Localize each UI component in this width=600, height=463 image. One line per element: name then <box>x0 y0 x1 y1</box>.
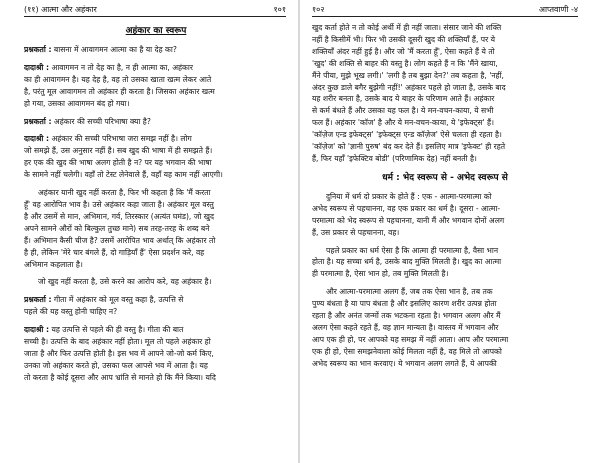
speaker-label: दादाश्री : <box>24 325 50 335</box>
right-page <box>304 0 600 463</box>
text-line: से कर्म बंधते हैं और उसका यह फल है। ये मन-वचन-काया, ये सभी <box>312 106 494 116</box>
text-line: तो करता है कोई दूसरा और आप भ्रांति से मानते हो कि मैंने किया। यदि <box>24 372 216 382</box>
text-block <box>24 324 288 384</box>
text-line: आप एक ही हो, पर आपको यह समझ में नहीं आता। आप और परमात्मा <box>312 334 509 344</box>
text-line: हैं, फिर यहाँ 'इफेक्टिव बोडी' (परिणामिक देह) नहीं बनती है। <box>312 153 477 163</box>
paragraph <box>312 191 578 239</box>
left-page-header <box>24 4 286 17</box>
text-block <box>24 294 288 318</box>
speaker-text: आवागमन न तो देह का है, न ही आत्मा का, अहंकार <box>51 62 193 72</box>
text-line: पहले प्रकार का धर्म ऐसा है कि आत्मा ही परमात्मा है, वैसा भान <box>326 245 499 255</box>
right-page-header <box>312 4 578 17</box>
text-line: फल हैं। अहंकार 'कॉज' है और ये मन-वचन-काया, ये 'इफेक्ट्स' हैं। <box>312 118 494 128</box>
text-line <box>24 324 288 336</box>
text-line: जो खुद नहीं करता है, उसे करने का आरोप करे, वह अहंकार है। <box>38 277 212 287</box>
paragraph <box>312 245 578 281</box>
text-line: अंदर कुछ डाले बगैर बुझेगी नहीं!' अहंकार पहले हो जाता है, उसके बाद <box>312 82 506 92</box>
text-line: अभिमान कहलाता है। <box>24 259 83 269</box>
text-line <box>24 116 288 128</box>
speaker-text: गीता में अहंकार को मूल वस्तु कहा है, उत्पत्ति से <box>53 295 184 305</box>
right-chapter-title: आप्तवाणी -४ <box>538 5 578 14</box>
text-line: एक ही हो, ऐसा समझनेवाला कोई मिलता नहीं है, वह मिले तो आपको <box>312 346 502 356</box>
text-line <box>24 44 288 56</box>
text-line: नहीं है किसीमें भी। फिर भी उसकी दूसरी खुद की शक्तियाँ हैं, पर ये <box>312 34 496 44</box>
text-line: अपने सामने औरों को बिल्कुल तुच्छ माने) सब तरह-तरह के शब्द बने <box>24 223 210 233</box>
speaker-text: यह उत्पत्ति से पहले की ही वस्तु है। गीता की बात <box>51 325 184 335</box>
text-line: जाता है और फिर उत्पत्ति होती है। इस भव में आपने जो-जो कर्म किए, <box>24 348 214 358</box>
text-block <box>24 133 288 181</box>
text-line <box>24 133 288 145</box>
text-line: हूँ' वह आरोपित भाव है। उसे अहंकार कहा जाता है। अहंकार मूल वस्तु <box>24 199 214 209</box>
text-line: होता है। यह सच्चा धर्म है, उसके बाद मुक्ति मिलती है। खुद का आत्मा <box>312 257 502 267</box>
text-line: अलग ऐसा कहते रहते हैं, वह ज्ञान मान्यता है। वास्तव में भगवान और <box>312 322 499 332</box>
text-line: दुनिया में धर्म दो प्रकार के होते हैं : एक - आत्मा-परमात्मा को <box>326 191 492 201</box>
text-line: खुद कर्ता होते न तो कोई अर्थी में ही नहीं जाता। संसार जाने की शक्ति <box>312 23 502 32</box>
text-line: के सामने नहीं चलेगी। वहाँ तो टेस्ट लेनेवाले हैं, वहाँ यह काम नहीं आएगी। <box>24 170 223 180</box>
text-line: हैं। अभिमान कैसी चीज है? उसमें आरोपित भाव अर्थात् कि अहंकार तो <box>24 235 216 245</box>
left-page-body <box>24 22 288 390</box>
left-page <box>0 0 296 463</box>
paragraph <box>312 286 578 369</box>
right-page-body <box>312 22 578 376</box>
section-title: अहंकार का स्वरूप <box>125 26 187 36</box>
text-line: और आत्मा-परमात्मा अलग हैं, जब तक ऐसा भान है, तब तक <box>326 287 493 297</box>
text-line <box>24 294 288 306</box>
text-line: हर एक की खुद की भाषा अलग होती है न? पर यह भगवान की भाषा <box>24 158 212 168</box>
text-line <box>24 62 288 74</box>
text-line: उनका जो अहंकार करते हो, उसका फल आपसे भव में आता है। यह <box>24 360 208 370</box>
speaker-label: दादाश्री : <box>24 134 50 144</box>
text-line: हो गया, उसका आवागमन बंद हो गया। <box>24 98 130 108</box>
text-block <box>24 276 288 288</box>
speaker-text: अहंकार की सच्ची परिभाषा क्या है? <box>53 116 151 126</box>
text-line: 'कॉज़ेज' को 'ज्ञानी पुरुष' बंद कर देते हैं। इसलिए मात्र 'इफेक्ट' ही रहते <box>312 142 506 152</box>
right-page-number: १०२ <box>312 5 325 14</box>
text-line: है और उसमें से मान, अभिमान, गर्व, तिरस्कार (अत्यंत घमंड), जो खुद <box>24 211 214 221</box>
text-line: पहले की यह वस्तु होनी चाहिए न? <box>24 307 118 317</box>
right-text-blocks <box>312 191 578 370</box>
text-line: अहंकार यानी खुद नहीं करता है, फिर भी कहता है कि 'मैं करता <box>38 188 211 198</box>
speaker-text: बासना में आवागमन आत्मा का है या देह का? <box>53 45 177 54</box>
text-block <box>24 62 288 110</box>
speaker-label: प्रश्नकर्ता : <box>24 45 52 54</box>
text-line: हैं, उस प्रकार से पहचानना, वह। <box>312 227 400 237</box>
text-line: सच्ची है। उत्पत्ति के बाद अहंकार नहीं होता। मूल तो पहले अहंकार हो <box>24 337 211 347</box>
text-line: का ही आवागमन है। यह देह है, वह तो उसका खाता खत्म लेकर आते <box>24 74 212 84</box>
text-line: ही परमात्मा है, ऐसा भान हो, तब मुक्ति मिलती है। <box>312 269 449 279</box>
intro-paragraph <box>312 22 578 165</box>
text-block <box>24 116 288 128</box>
left-text-blocks <box>24 44 288 384</box>
speaker-label: प्रश्नकर्ता : <box>24 116 52 126</box>
text-line: अभेद स्वरूप का भान करवाए। ये भगवान अलग लगते हैं, ये आपकी <box>312 358 497 368</box>
text-line: जो समझे हैं, उस अनुसार नहीं है। सब खुद की भाषा में ही समझते हैं। <box>24 146 213 156</box>
page-gutter <box>298 0 300 463</box>
speaker-label: प्रश्नकर्ता : <box>24 295 52 305</box>
text-block <box>24 187 288 270</box>
section-heading: धर्म : भेद स्वरूप से - अभेद स्वरूप से <box>382 172 508 183</box>
left-page-number: १०१ <box>273 5 286 14</box>
text-line: मैंने पीया, मुझे भूख लगी।' 'लगी है तब बुझा देन?' तब कहता है, 'नहीं, <box>312 70 504 80</box>
text-line: है ही, लेकिन 'मेरे चार बंगले हैं, दो गाड़ियाँ हैं' ऐसा प्रदर्शन करे, वह <box>24 247 205 257</box>
text-line: 'कॉज़ेज एन्ड इफेक्ट्स' 'इफेक्ट्स एन्ड कॉज़ेज' ऐसे चलता ही रहता है। <box>312 130 502 140</box>
text-line: 'खुद' की शक्ति से बाहर की वस्तु है। लोग कहते हैं न कि 'मैंने खाया, <box>312 58 498 68</box>
text-line: रहता है और अनंत जन्मों तक भटकना रहता है। भगवान अलग और मैं <box>312 311 501 321</box>
speaker-text: अहंकार की सच्ची परिभाषा जरा समझ नहीं है। लोग <box>51 134 192 144</box>
text-block <box>24 44 288 56</box>
left-chapter-title: (११) आत्मा और अहंकार <box>24 5 97 14</box>
text-line: परमात्मा को भेद स्वरूप से पहचानना, यानी मैं और भगवान दोनों अलग <box>312 215 505 225</box>
speaker-label: दादाश्री : <box>24 62 50 72</box>
text-line: है, परंतु मूल आवागमन तो अहंकार ही करता है। जिसका अहंकार खत्म <box>24 86 215 96</box>
text-line: शक्तियाँ अंदर नहीं हुई है। और जो 'मैं करता हूँ', ऐसा कहते हैं ये तो <box>312 46 495 56</box>
text-line: पुण्य बंधता है या पाप बंधता है और इसलिए कारण शरीर उत्पन्न होता <box>312 299 497 309</box>
text-line: अभेद स्वरूप से पहचानना, वह एक प्रकार का धर्म है। दूसरा - आत्मा- <box>312 203 501 213</box>
text-line: यह शरीर बनता है, उसके बाद ये बाहर के परिणाम आते हैं। अहंकार <box>312 94 495 104</box>
